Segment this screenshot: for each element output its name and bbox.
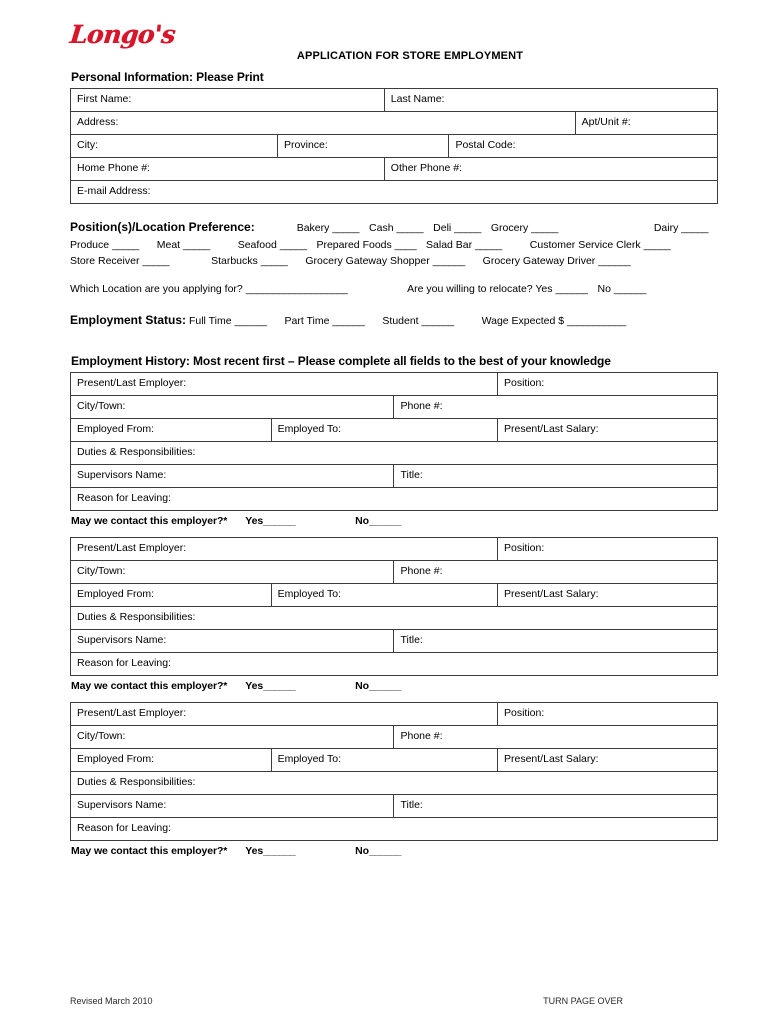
may-contact-yes-label: Yes [245,679,264,692]
page-title: APPLICATION FOR STORE EMPLOYMENT [296,50,524,62]
pref-store-receiver-blank[interactable]: _____ [142,254,170,267]
position-field[interactable]: Position: [498,372,718,395]
duties-field[interactable]: Duties & Responsibilities: [71,441,718,464]
pref-dairy-blank[interactable]: _____ [681,222,708,234]
may-contact-no-label: No [355,844,369,857]
may-contact-yes-blank[interactable]: ______ [263,844,296,857]
preference-heading: Position(s)/Location Preference: [70,220,255,234]
employment-status-row [70,311,718,330]
pref-produce-blank[interactable]: _____ [112,238,139,251]
may-contact-yes-label: Yes [245,514,264,527]
email-field[interactable]: E-mail Address: [71,181,718,204]
apt-unit-field[interactable]: Apt/Unit #: [575,112,717,135]
other-phone-field[interactable]: Other Phone #: [384,158,717,181]
may-contact-no-blank[interactable]: ______ [368,844,401,857]
page-footer [70,996,718,1006]
supervisor-name-field[interactable]: Supervisors Name: [71,794,394,817]
supervisor-name-field[interactable]: Supervisors Name: [71,629,394,652]
address-field[interactable]: Address: [71,112,576,135]
pref-gateway-shopper-label: Grocery Gateway Shopper [305,254,430,267]
status-full-time-label: Full Time [188,315,232,328]
preference-row-1 [70,218,718,237]
table-row [71,135,718,158]
location-question-label: Which Location are you applying for? [70,283,243,296]
status-student-label: Student [382,315,419,328]
employer-phone-field[interactable]: Phone #: [394,395,718,418]
table-row [71,418,718,441]
pref-starbucks-blank[interactable]: _____ [260,254,288,267]
employer-phone-field[interactable]: Phone #: [394,560,718,583]
employment-history-heading: Employment History: Most recent first – Please complete all fields to the best of your knowledge [71,353,611,368]
pref-gateway-driver-label: Grocery Gateway Driver [482,254,596,267]
employment-block-2 [70,537,718,692]
pref-seafood-blank[interactable]: _____ [279,238,307,251]
pref-meat-label: Meat [156,238,181,251]
employed-from-field[interactable]: Employed From: [71,418,272,441]
location-answer-blank[interactable]: ___________________ [245,283,348,296]
employer-phone-field[interactable]: Phone #: [394,725,718,748]
salary-field[interactable]: Present/Last Salary: [498,418,718,441]
table-row [71,794,718,817]
pref-bakery-label: Bakery [296,222,330,234]
salary-field[interactable]: Present/Last Salary: [498,583,718,606]
may-contact-no-blank[interactable]: ______ [368,514,401,527]
table-row [71,817,718,840]
employment-table-3 [70,702,718,841]
table-row [71,725,718,748]
pref-customer-service-clerk-label: Customer Service Clerk [529,238,641,251]
home-phone-field[interactable]: Home Phone #: [71,158,385,181]
relocate-question-label: Are you willing to relocate? [407,283,533,296]
supervisor-name-field[interactable]: Supervisors Name: [71,464,394,487]
last-name-field[interactable]: Last Name: [384,89,717,112]
supervisor-title-field[interactable]: Title: [394,629,718,652]
table-row [71,629,718,652]
supervisor-title-field[interactable]: Title: [394,464,718,487]
employment-history-blocks [70,372,718,857]
table-row [71,702,718,725]
relocate-no-blank[interactable]: ______ [613,283,646,296]
province-field[interactable]: Province: [278,135,449,158]
table-row [71,487,718,510]
pref-deli-blank[interactable]: _____ [454,222,481,234]
employment-table-1 [70,372,718,511]
may-contact-employer-line [71,680,718,692]
table-row [71,771,718,794]
revised-date: Revised March 2010 [70,996,153,1006]
table-row [71,652,718,675]
supervisor-title-field[interactable]: Title: [394,794,718,817]
table-row [71,464,718,487]
position-field[interactable]: Position: [498,537,718,560]
relocate-yes-blank[interactable]: ______ [555,283,588,296]
page-header [70,22,718,70]
employer-field[interactable]: Present/Last Employer: [71,537,498,560]
longos-logo: Longo's [68,20,177,49]
table-row [71,158,718,181]
employed-to-field[interactable]: Employed To: [271,418,497,441]
table-row [71,606,718,629]
may-contact-no-label: No [355,679,369,692]
may-contact-no-blank[interactable]: ______ [368,679,401,692]
salary-field[interactable]: Present/Last Salary: [498,748,718,771]
employment-block-3 [70,702,718,857]
turn-page-over-note: TURN PAGE OVER [543,996,623,1006]
pref-produce-label: Produce [70,238,110,251]
employer-field[interactable]: Present/Last Employer: [71,372,498,395]
wage-expected-blank[interactable]: ___________ [567,315,626,328]
pref-grocery-label: Grocery [490,222,529,234]
table-row [71,748,718,771]
preference-row-2 [70,237,718,253]
pref-store-receiver-label: Store Receiver [70,254,140,267]
employed-to-field[interactable]: Employed To: [271,583,497,606]
employed-from-field[interactable]: Employed From: [71,748,272,771]
pref-meat-blank[interactable]: _____ [183,238,210,251]
table-row [71,89,718,112]
pref-gateway-driver-blank[interactable]: ______ [598,254,631,267]
may-contact-question: May we contact this employer?* [71,679,228,692]
pref-prepared-foods-label: Prepared Foods [316,238,392,251]
may-contact-employer-line [71,515,718,527]
city-town-field[interactable]: City/Town: [71,560,394,583]
table-row [71,583,718,606]
table-row [71,372,718,395]
relocate-yes-label: Yes [535,283,553,296]
postal-code-field[interactable]: Postal Code: [449,135,718,158]
reason-for-leaving-field[interactable]: Reason for Leaving: [71,652,718,675]
pref-salad-bar-label: Salad Bar [426,238,473,251]
pref-deli-label: Deli [433,222,452,234]
pref-seafood-label: Seafood [237,238,277,251]
pref-prepared-foods-blank[interactable]: ____ [394,238,417,251]
duties-field[interactable]: Duties & Responsibilities: [71,606,718,629]
position-preference-block [70,218,718,330]
relocate-no-label: No [597,283,611,296]
pref-cash-label: Cash [369,222,394,234]
table-row [71,560,718,583]
status-full-time-blank[interactable]: ______ [234,315,267,328]
first-name-field[interactable]: First Name: [71,89,385,112]
position-field[interactable]: Position: [498,702,718,725]
employed-from-field[interactable]: Employed From: [71,583,272,606]
personal-information-heading: Personal Information: Please Print [71,70,264,84]
pref-starbucks-label: Starbucks [211,254,258,267]
pref-grocery-blank[interactable]: _____ [531,222,558,234]
reason-for-leaving-field[interactable]: Reason for Leaving: [71,817,718,840]
pref-bakery-blank[interactable]: _____ [332,222,360,234]
wage-expected-label: Wage Expected $ [481,315,565,328]
may-contact-question: May we contact this employer?* [71,514,228,527]
status-student-blank[interactable]: ______ [421,315,454,328]
may-contact-no-label: No [355,514,369,527]
may-contact-employer-line [71,845,718,857]
employment-block-1 [70,372,718,527]
pref-salad-bar-blank[interactable]: _____ [475,238,502,251]
table-row [71,181,718,204]
table-row [71,537,718,560]
pref-cash-blank[interactable]: _____ [396,222,424,234]
reason-for-leaving-field[interactable]: Reason for Leaving: [71,487,718,510]
employer-field[interactable]: Present/Last Employer: [71,702,498,725]
may-contact-question: May we contact this employer?* [71,844,228,857]
employed-to-field[interactable]: Employed To: [271,748,497,771]
duties-field[interactable]: Duties & Responsibilities: [71,771,718,794]
may-contact-yes-blank[interactable]: ______ [263,679,296,692]
personal-information-table [70,88,718,204]
city-town-field[interactable]: City/Town: [71,395,394,418]
table-row [71,395,718,418]
may-contact-yes-label: Yes [245,844,264,857]
city-field[interactable]: City: [71,135,278,158]
status-part-time-label: Part Time [284,315,330,328]
city-town-field[interactable]: City/Town: [71,725,394,748]
employment-status-heading: Employment Status: [70,313,187,328]
preference-row-3 [70,253,718,269]
location-relocate-row [70,281,718,297]
employment-table-2 [70,537,718,676]
table-row [71,112,718,135]
pref-dairy-label: Dairy [653,222,679,234]
table-row [71,441,718,464]
pref-customer-service-clerk-blank[interactable]: _____ [643,238,671,251]
pref-gateway-shopper-blank[interactable]: ______ [432,254,465,267]
may-contact-yes-blank[interactable]: ______ [263,514,296,527]
status-part-time-blank[interactable]: ______ [332,315,365,328]
